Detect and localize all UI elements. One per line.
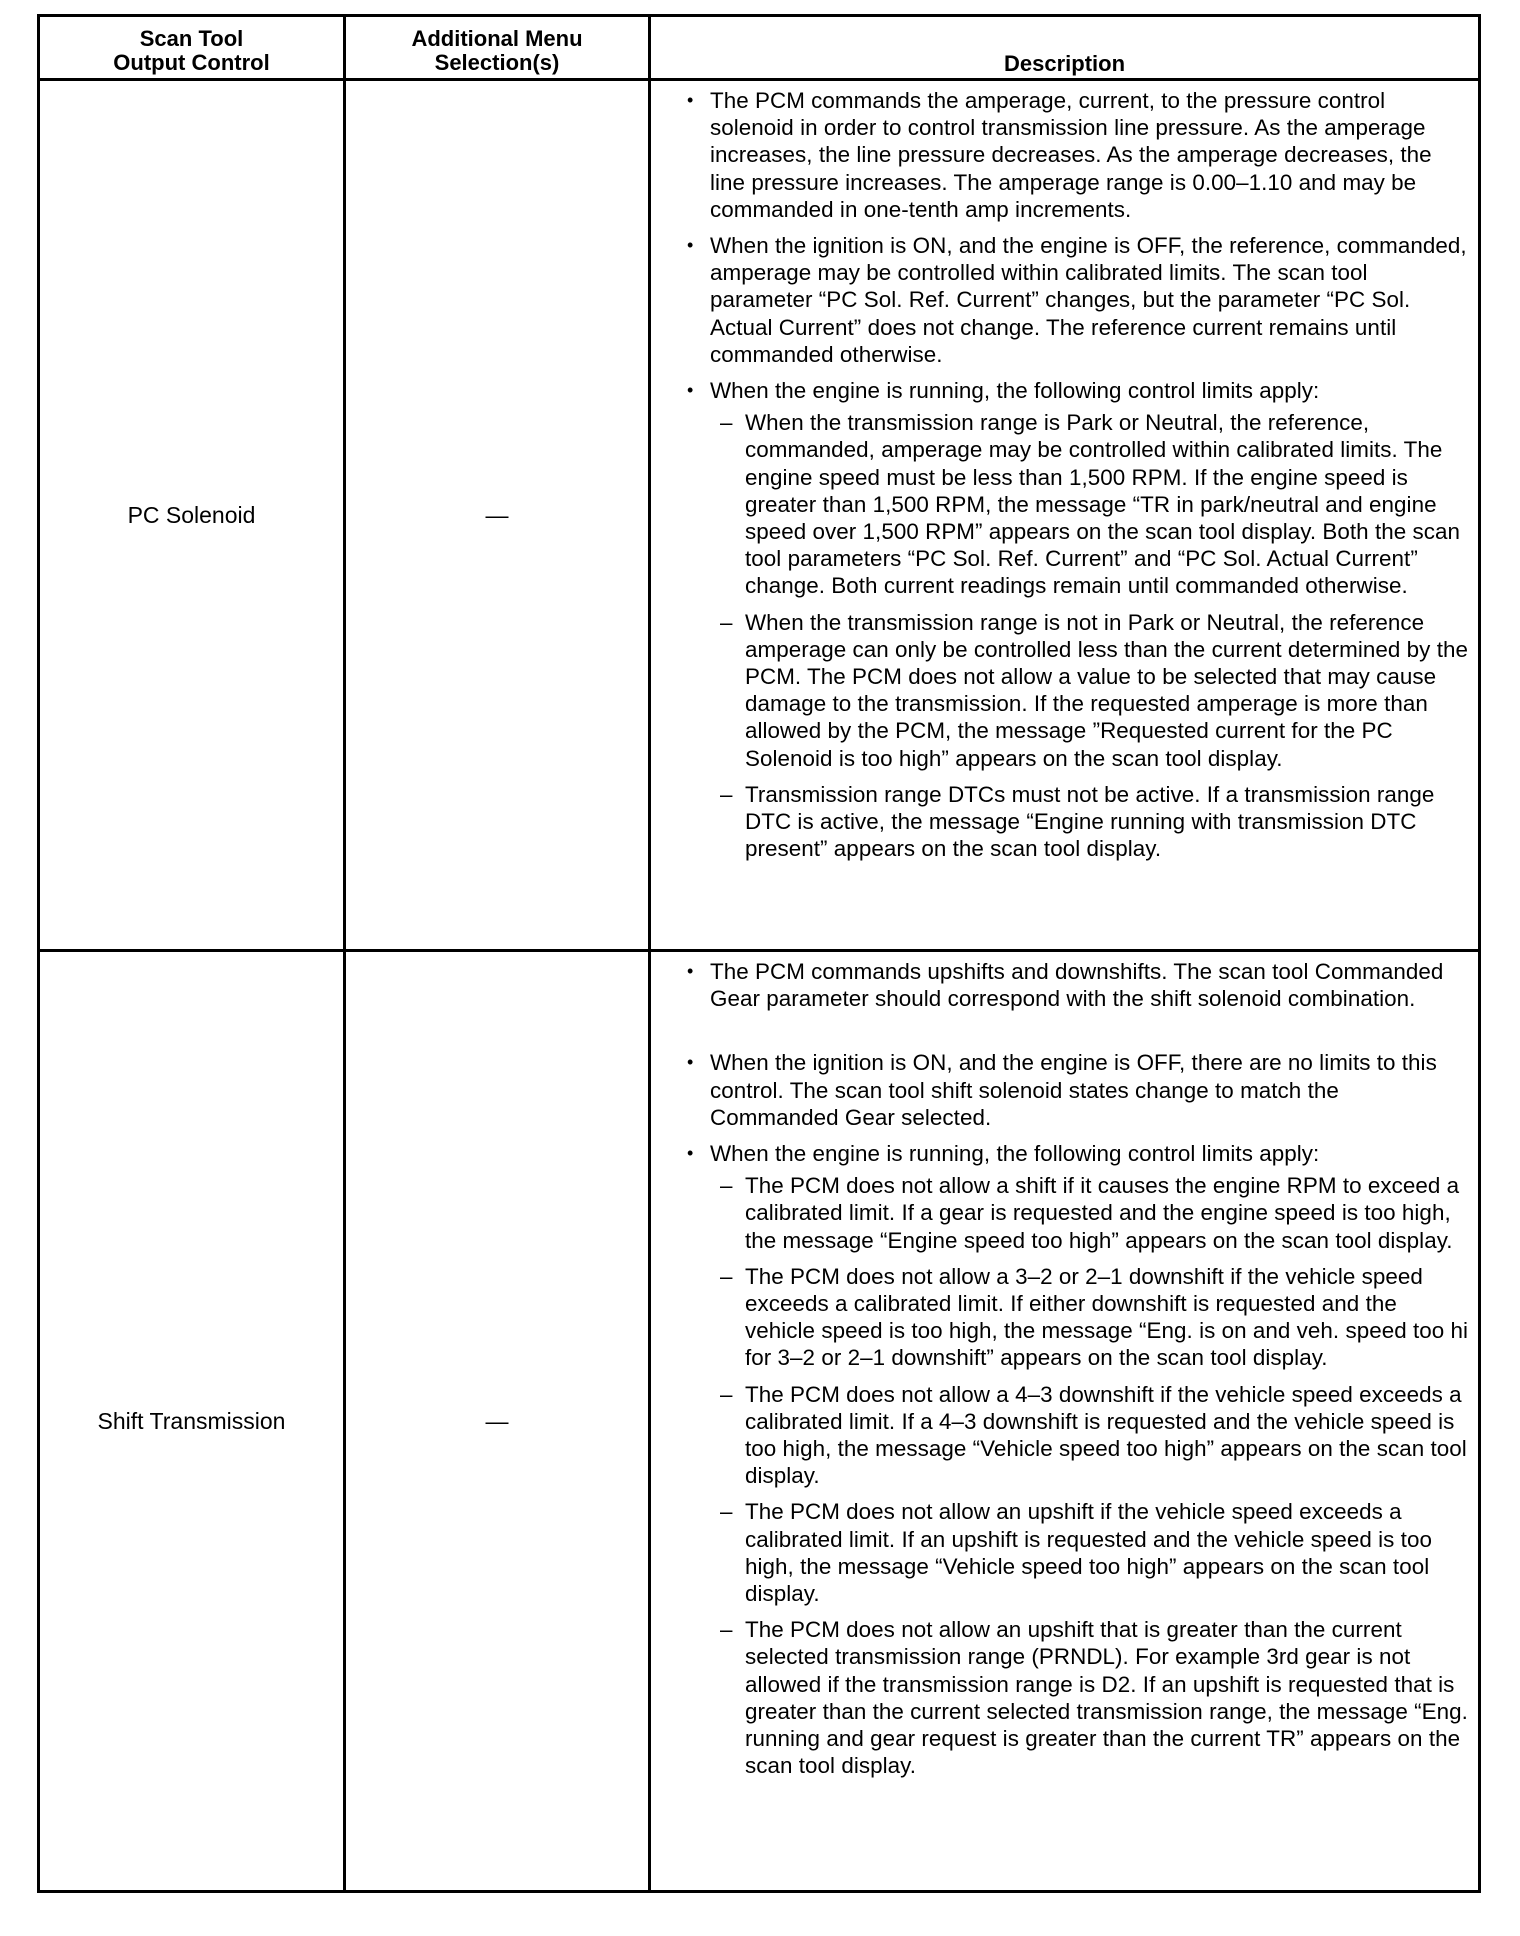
- header-menu-selection-line1: Additional Menu: [411, 26, 583, 51]
- header-menu-selection: [345, 16, 650, 80]
- sub-item-text: The PCM does not allow an upshift that is greater than the current selected transmission range (PRNDL). For example 3rd gear is not allowed if the transmission range is D2. If an upshift is requested that is greater than the current selected transmission range, the message “Eng. running and gear request is greater than the current TR” appears on the scan tool display.: [745, 1617, 1468, 1779]
- dash-icon: –: [720, 1617, 733, 1643]
- bullet-text: The PCM commands upshifts and downshifts. The scan tool Commanded Gear parameter should correspond with the shift solenoid combination.: [710, 959, 1444, 1012]
- header-description: Description: [650, 16, 1480, 80]
- sub-item-text: The PCM does not allow a 3–2 or 2–1 downshift if the vehicle speed exceeds a calibrated limit. If either downshift is requested and the vehicle speed is too high, the message “Eng. is on and veh. speed too hi for 3–2 or 2–1 downshift” appears on the scan tool display.: [745, 1263, 1469, 1371]
- sub-item-text: When the transmission range is Park or Neutral, the reference, commanded, amperage may be controlled within calibrated limits. The engine speed must be less than 1,500 RPM. If the engine speed is greater than 1,500 RPM, the message “TR in park/neutral and engine speed over 1,500 RPM” appears on the scan tool display. Both the scan tool parameters “PC Sol. Ref. Current” and “PC Sol. Actual Current” change. Both current readings remain until commanded otherwise.: [745, 410, 1460, 599]
- output-control-cell: Shift Transmission: [39, 951, 345, 1892]
- dash-icon: –: [720, 609, 733, 635]
- sub-item-text: The PCM does not allow an upshift if the vehicle speed exceeds a calibrated limit. If an upshift is requested and the vehicle speed is too high, the message “Vehicle speed too high” appears on the scan tool display.: [745, 1499, 1432, 1607]
- bullet-text: The PCM commands the amperage, current, to the pressure control solenoid in order to control transmission line pressure. As the amperage increases, the line pressure decreases. As the amperage decreases, the line pressure increases. The amperage range is 0.00–1.10 and may be commanded in one-tenth amp increments.: [710, 88, 1432, 222]
- bullet-icon: •: [687, 90, 694, 110]
- sub-item: [710, 609, 1470, 772]
- description-cell: [650, 80, 1480, 951]
- bullet-text: When the engine is running, the following control limits apply:: [710, 378, 1320, 404]
- bullet-text: When the ignition is ON, and the engine is OFF, there are no limits to this control. The scan tool shift solenoid states change to match the Commanded Gear selected.: [710, 1050, 1437, 1130]
- sub-item-list: [710, 1172, 1470, 1779]
- bullet-text: When the ignition is ON, and the engine is OFF, the reference, commanded, amperage may be controlled within calibrated limits. The scan tool parameter “PC Sol. Ref. Current” changes, but the parameter “PC Sol. Actual Current” does not change. The reference current remains until commanded otherwise.: [710, 233, 1467, 367]
- table-row: [39, 80, 1480, 951]
- output-control-cell: PC Solenoid: [39, 80, 345, 951]
- dash-icon: –: [720, 781, 733, 807]
- menu-selection-cell: —: [345, 951, 650, 1892]
- dash-icon: –: [720, 1263, 733, 1289]
- header-output-control-line2: Output Control: [113, 50, 270, 75]
- header-menu-selection-line2: Selection(s): [434, 50, 560, 75]
- sub-item: [710, 1263, 1470, 1372]
- bullet-icon: •: [687, 961, 694, 981]
- description-bullet: [685, 87, 1470, 223]
- description-bullet: [685, 232, 1470, 368]
- sub-item-text: Transmission range DTCs must not be active. If a transmission range DTC is active, the message “Engine running with transmission DTC present” appears on the scan tool display.: [745, 781, 1435, 862]
- table-row: [39, 951, 1480, 1892]
- sub-item-text: When the transmission range is not in Park or Neutral, the reference amperage can only be controlled less than the current determined by the PCM. The PCM does not allow a value to be selected that may cause damage to the transmission. If the requested amperage is more than allowed by the PCM, the message ”Requested current for the PC Solenoid is too high” appears on the scan tool display.: [745, 609, 1468, 771]
- header-output-control-line1: Scan Tool: [139, 26, 244, 51]
- description-bullet: [685, 1049, 1470, 1131]
- menu-selection-cell: —: [345, 80, 650, 951]
- dash-icon: –: [720, 1499, 733, 1525]
- description-cell: [650, 951, 1480, 1892]
- dash-icon: –: [720, 1381, 733, 1407]
- dash-icon: –: [720, 1173, 733, 1199]
- bullet-icon: •: [687, 1052, 694, 1073]
- scan-tool-output-control-table: [37, 14, 1481, 1893]
- description-bullet: [685, 1140, 1470, 1779]
- description-bullet-list: [685, 958, 1470, 1779]
- description-bullet: [685, 958, 1470, 1012]
- table-header-row: [39, 16, 1480, 80]
- sub-item: [710, 781, 1470, 863]
- bullet-text: When the engine is running, the following control limits apply:: [710, 1141, 1320, 1167]
- sub-item: [710, 1172, 1470, 1254]
- dash-icon: –: [720, 410, 733, 436]
- sub-item: [710, 1616, 1470, 1779]
- description-bullet-list: [685, 87, 1470, 862]
- description-bullet: [685, 377, 1470, 862]
- bullet-icon: •: [687, 1143, 694, 1164]
- sub-item: [710, 1498, 1470, 1607]
- bullet-icon: •: [687, 235, 694, 256]
- sub-item: [710, 409, 1470, 599]
- sub-item: [710, 1381, 1470, 1490]
- sub-item-text: The PCM does not allow a shift if it causes the engine RPM to exceed a calibrated limit. If a gear is requested and the engine speed is too high, the message “Engine speed too high” appears on the scan tool display.: [745, 1173, 1460, 1253]
- sub-item-text: The PCM does not allow a 4–3 downshift if the vehicle speed exceeds a calibrated limit. If a 4–3 downshift is requested and the vehicle speed is too high, the message “Vehicle speed too high” appears on the scan tool display.: [745, 1381, 1467, 1489]
- sub-item-list: [710, 409, 1470, 862]
- header-output-control: [39, 16, 345, 80]
- bullet-icon: •: [687, 380, 694, 401]
